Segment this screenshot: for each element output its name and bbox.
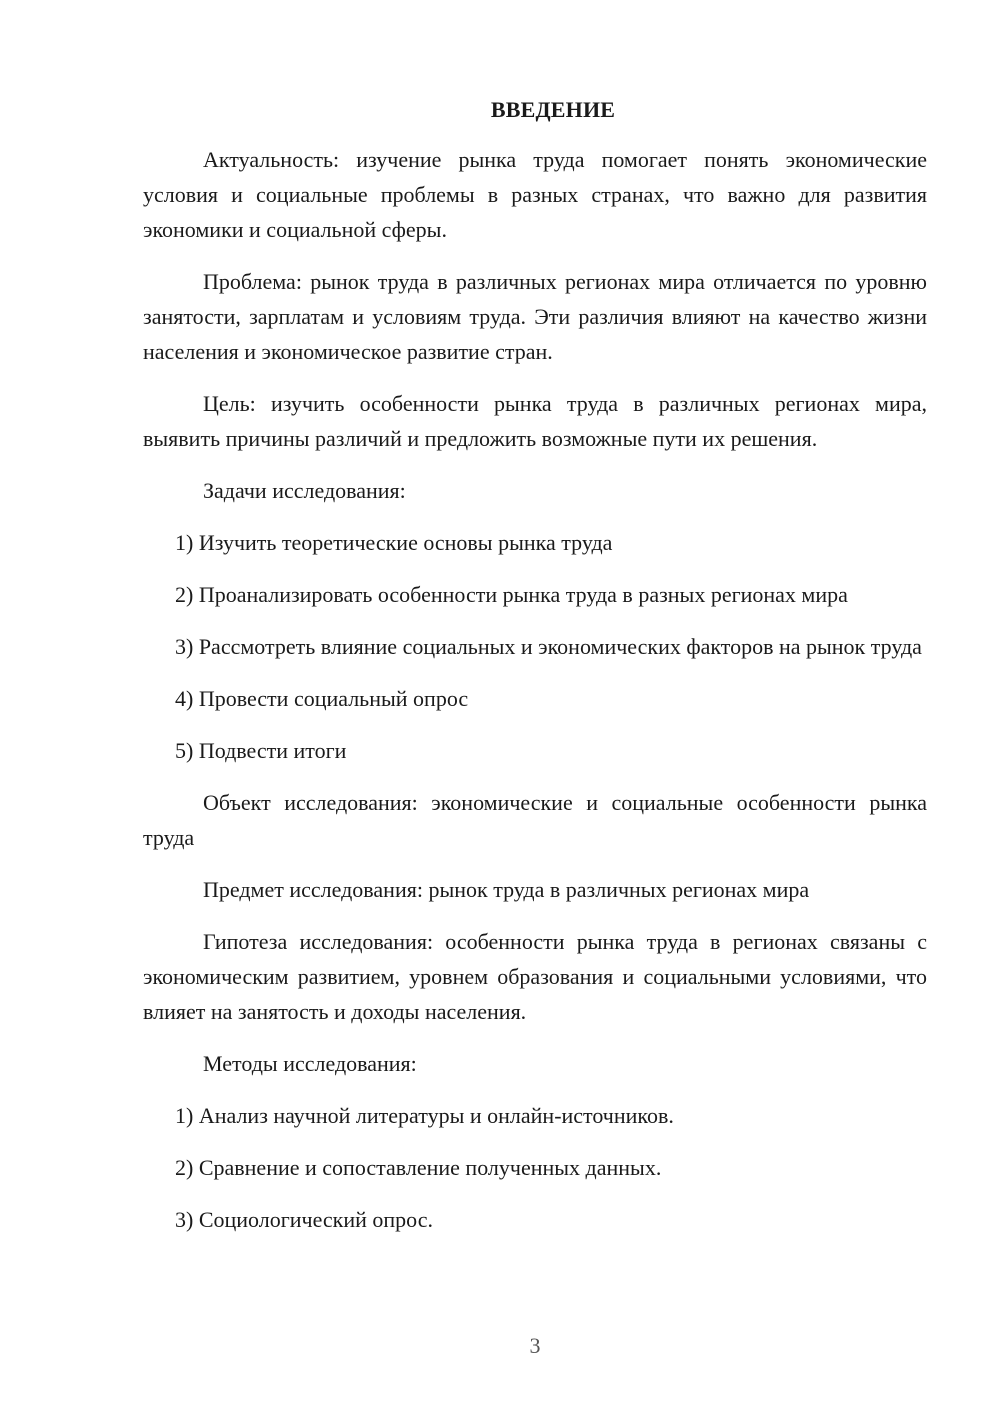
section-title: ВВЕДЕНИЕ (490, 97, 616, 122)
task-item: 5) Подвести итоги (175, 738, 347, 763)
object-paragraph: Объект исследования: экономические и социальные особенности рынка труда (143, 790, 927, 850)
goal-paragraph: Цель: изучить особенности рынка труда в различных регионах мира, выявить причины различий и предложить возможные пути их решения. (143, 391, 927, 451)
method-item: 3) Социологический опрос. (175, 1207, 433, 1232)
method-item: 2) Сравнение и сопоставление полученных данных. (175, 1155, 662, 1180)
relevance-paragraph: Актуальность: изучение рынка труда помогает понять экономические условия и социальные проблемы в разных странах, что важно для развития экономики и социальной сферы. (143, 147, 927, 242)
page-number: 3 (529, 1333, 541, 1358)
task-item: 3) Рассмотреть влияние социальных и экономических факторов на рынок труда (175, 634, 922, 659)
task-item: 4) Провести социальный опрос (175, 686, 469, 711)
method-item: 1) Анализ научной литературы и онлайн-источников. (175, 1103, 674, 1128)
methods-heading: Методы исследования: (203, 1051, 417, 1076)
tasks-heading: Задачи исследования: (203, 478, 406, 503)
task-item: 1) Изучить теоретические основы рынка труда (175, 530, 613, 555)
subject-paragraph: Предмет исследования: рынок труда в различных регионах мира (203, 877, 810, 902)
page-content (143, 96, 927, 1254)
task-item: 2) Проанализировать особенности рынка труда в разных регионах мира (175, 582, 848, 607)
hypothesis-paragraph: Гипотеза исследования: особенности рынка труда в регионах связаны с экономическим развитием, уровнем образования и социальными условиями, что влияет на занятость и доходы населения. (143, 929, 927, 1024)
problem-paragraph: Проблема: рынок труда в различных регионах мира отличается по уровню занятости, зарплатам и условиям труда. Эти различия влияют на качество жизни населения и экономическое развитие стран. (143, 269, 927, 364)
